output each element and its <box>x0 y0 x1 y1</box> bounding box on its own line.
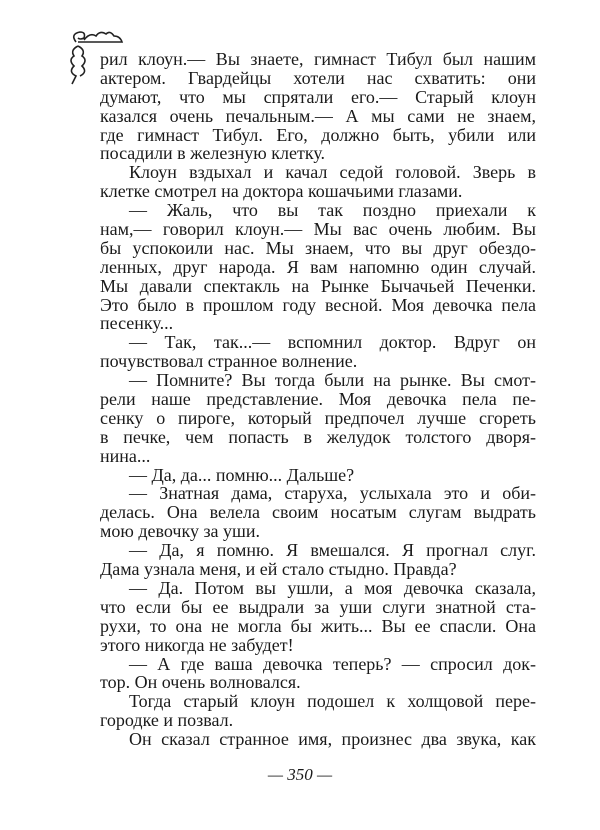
text-line: Дама узнала меня, и ей стало стыдно. Правда? <box>100 559 457 580</box>
text-line: посадили в железную клетку. <box>100 143 326 164</box>
text-line: этого никогда не забудет! <box>100 634 294 655</box>
text-line: бы успокоили нас. Мы знаем, что вы друг обездо- <box>100 237 536 258</box>
text-line: что если бы ее выдрали за уши слуги знатной ста- <box>100 596 536 617</box>
text-line: казался очень печальным.— А мы сами не знаем, <box>100 105 536 126</box>
text-line: почувствовал странное волнение. <box>100 351 358 372</box>
text-line: песенку... <box>100 313 174 334</box>
text-line: рил клоун.— Вы знаете, гимнаст Тибул был нашим <box>100 49 536 69</box>
text-line: рели наше представление. Моя девочка пела пе- <box>100 389 536 410</box>
text-line: мою девочку за уши. <box>100 521 261 542</box>
text-line: Клоун вздыхал и качал седой головой. Зверь в <box>129 162 536 183</box>
text-line: — Так, так...— вспомнил доктор. Вдруг он <box>129 332 536 353</box>
text-line: рухи, то она не могла бы жить... Вы ее спасли. Она <box>100 615 536 636</box>
text-line: городке и позвал. <box>100 710 234 731</box>
text-line: — Да, да... помню... Дальше? <box>129 464 355 485</box>
text-line: — Да. Потом вы ушли, а моя девочка сказала, <box>129 577 536 598</box>
text-line: нам,— говорил клоун.— Мы вас очень любим. Вы <box>100 219 536 240</box>
text-line: — Да, я помню. Я вмешался. Я прогнал слуг. <box>129 540 536 561</box>
body-text <box>100 50 536 749</box>
page-number: — 350 — <box>267 765 333 784</box>
text-line: Он сказал странное имя, произнес два звука, как <box>129 729 536 750</box>
text-line: в печке, чем попасть в желудок толстого дворя- <box>100 426 536 447</box>
text-line: Это было в прошлом году весной. Моя девочка пела <box>100 294 536 315</box>
text-line: тор. Он очень волновался. <box>100 672 301 693</box>
text-line: думают, что мы спрятали его.— Старый клоун <box>100 86 536 107</box>
text-line: Тогда старый клоун подошел к холщовой пере- <box>129 691 536 712</box>
text-line: актером. Гвардейцы хотели нас схватить: они <box>100 67 536 88</box>
text-line: — Знатная дама, старуха, услыхала это и оби- <box>129 483 536 504</box>
text-line: делась. Она велела своим носатым слугам выдрать <box>100 502 536 523</box>
text-line: — А где ваша девочка теперь? — спросил док- <box>129 653 536 674</box>
text-line: сенку о пироге, который предпочел лучше сгореть <box>100 407 536 428</box>
text-line: клетке смотрел на доктора кошачьими глазами. <box>100 181 463 202</box>
text-line: где гимнаст Тибул. Его, должно быть, убили или <box>100 124 536 145</box>
text-line: — Помните? Вы тогда были на рынке. Вы смот- <box>129 370 536 391</box>
text-line: — Жаль, что вы так поздно приехали к <box>129 200 536 221</box>
text-line: нина... <box>100 445 151 466</box>
text-line: Мы давали спектакль на Рынке Бычачьей Печенки. <box>100 275 536 296</box>
text-line: ленных, друг народа. Я вам напомню один случай. <box>100 256 536 277</box>
